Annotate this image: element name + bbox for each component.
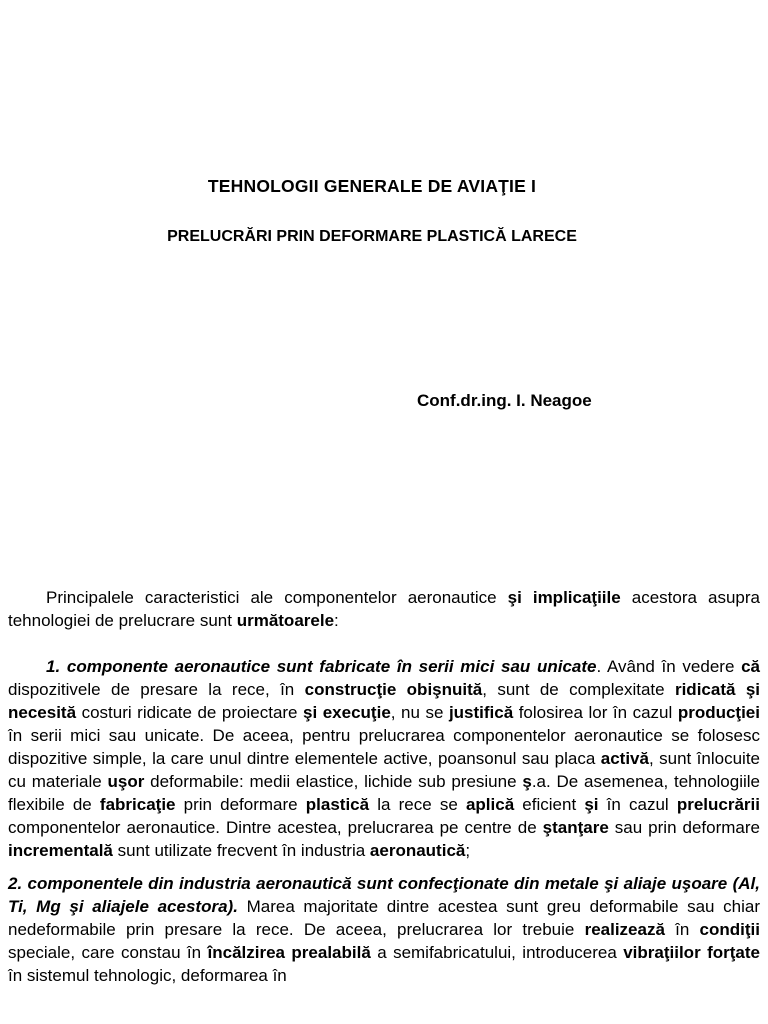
bold-run: activă <box>600 749 649 768</box>
text-run: ; <box>465 841 471 860</box>
text-run: .a. De asemenea, tehnologiile flexibile de <box>8 772 760 814</box>
text-run: dispozitivele de presare la rece, în <box>8 680 305 699</box>
intro-paragraph <box>8 586 760 632</box>
text-run: componentelor aeronautice. Dintre acestea, prelucrarea pe centre de <box>8 818 543 837</box>
bold-run: ş <box>522 772 532 791</box>
bold-run: incrementală <box>8 841 113 860</box>
item-2-heading: 2. componentele din industria aeronautică sunt confecţionate din metale şi aliaje uşoare (Al, Ti, Mg şi aliajele acestora). <box>8 874 760 916</box>
text-run: , sunt de complexitate <box>482 680 675 699</box>
bold-run: plastică <box>305 795 370 814</box>
bold-run: condiţii <box>699 920 760 939</box>
text-run: acestora asupra tehnologiei de prelucrare sunt <box>8 588 761 630</box>
bold-run: şi execuţie <box>303 703 391 722</box>
text-run: folosirea lor în cazul <box>513 703 678 722</box>
text-run: speciale, care constau în <box>8 943 208 962</box>
text-run: în sistemul tehnologic, deformarea în <box>8 966 287 985</box>
text-run: , sunt înlocuite cu materiale <box>8 749 760 791</box>
text-run: eficient <box>514 795 585 814</box>
bold-run: fabricaţie <box>99 795 176 814</box>
item-1-paragraph <box>8 655 760 862</box>
bold-run: uşor <box>107 772 145 791</box>
bold-run: că <box>741 657 761 676</box>
text-run: Marea majoritate dintre acestea sunt greu deformabile sau chiar nedeformabile prin presare la rece. De aceea, prelucrarea lor trebuie <box>8 897 760 939</box>
document-subtitle: PRELUCRĂRI PRIN DEFORMARE PLASTICĂ LARECE <box>167 228 577 245</box>
bold-run: aeronautică <box>369 841 466 860</box>
document-title: TEHNOLOGII GENERALE DE AVIAŢIE I <box>207 176 537 196</box>
item-2-paragraph <box>8 872 760 987</box>
text-run: în serii mici sau unicate. De aceea, pentru prelucrarea componentelor aeronautice se folosesc dispozitive simple, la care unul dintre elementele active, poansonul sau placa <box>8 726 760 768</box>
text-run: sau prin deformare <box>608 818 760 837</box>
text-run: în <box>664 920 700 939</box>
text-run: Principalele caracteristici ale componentelor aeronautice <box>46 588 508 607</box>
bold-run: ştanţare <box>542 818 609 837</box>
bold-run: încălzirea prealabilă <box>207 943 371 962</box>
text-run: : <box>334 611 339 630</box>
bold-run: construcţie obişnuită <box>304 680 483 699</box>
bold-run: şi implicaţiile <box>507 588 621 607</box>
bold-run: justifică <box>448 703 514 722</box>
bold-run: vibraţiilor forţate <box>623 943 760 962</box>
text-run: la rece se <box>369 795 466 814</box>
text-run: prin deformare <box>175 795 306 814</box>
bold-run: aplică <box>465 795 515 814</box>
text-run: a semifabricatului, introducerea <box>370 943 624 962</box>
body-text <box>8 586 760 987</box>
bold-run: realizează <box>584 920 665 939</box>
text-run: , nu se <box>390 703 449 722</box>
text-run: în cazul <box>598 795 677 814</box>
text-run: . Având în vedere <box>596 657 742 676</box>
bold-run: prelucrării <box>676 795 760 814</box>
author-name: Conf.dr.ing. I. Neagoe <box>417 391 592 410</box>
bold-run: următoarele <box>236 611 335 630</box>
text-run: sunt utilizate frecvent în industria <box>112 841 370 860</box>
item-1-heading: 1. componente aeronautice sunt fabricate în serii mici sau unicate <box>46 657 597 676</box>
bold-run: producţiei <box>677 703 760 722</box>
bold-run: şi <box>584 795 599 814</box>
text-run: costuri ridicate de proiectare <box>76 703 304 722</box>
bold-run: ridicată şi necesită <box>8 680 760 722</box>
text-run: deformabile: medii elastice, lichide sub presiune <box>144 772 523 791</box>
